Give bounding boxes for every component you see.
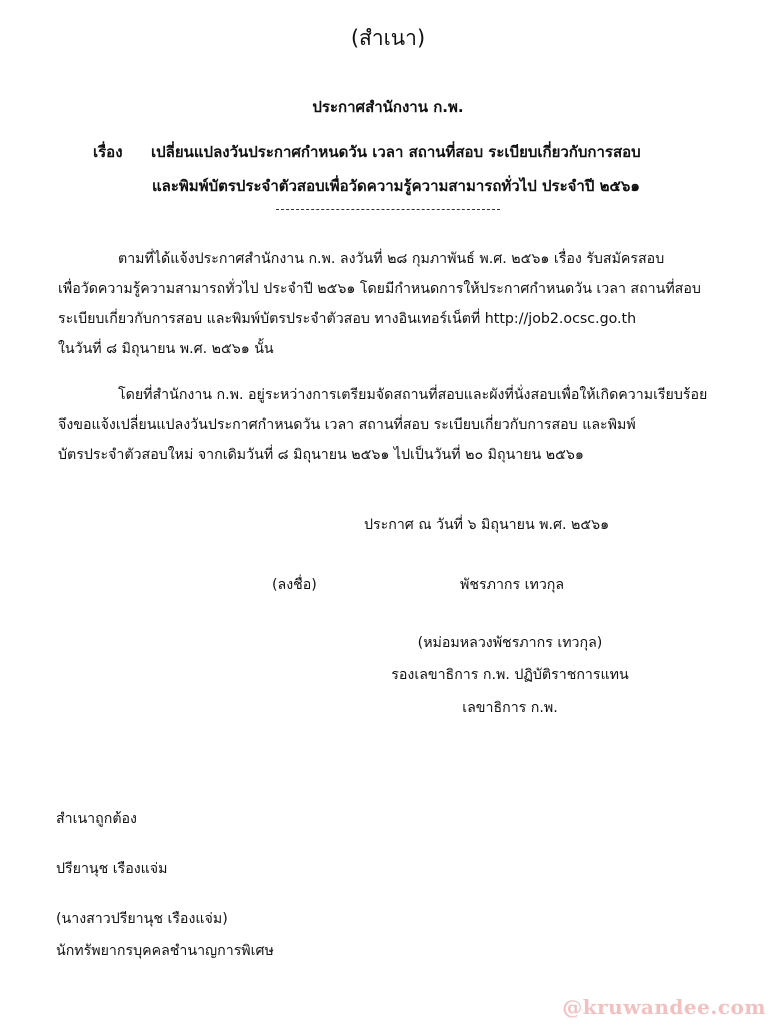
watermark: @kruwandee.com (562, 995, 766, 1019)
subject-line-2: และพิมพ์บัตรประจำตัวสอบเพื่อวัดความรู้ความสามารถทั่วไป ประจำปี ๒๕๖๑ (152, 177, 640, 195)
subject-text-1: เปลี่ยนแปลงวันประกาศกำหนดวัน เวลา สถานที่สอบ ระเบียบเกี่ยวกับการสอบ (151, 143, 641, 161)
certifier-signature: ปรียานุช เรืองแจ่ม (56, 861, 168, 877)
signer-position-2: เลขาธิการ ก.พ. (462, 700, 558, 716)
signer-signature: พัชรภากร เทวกุล (460, 577, 565, 593)
subject-line-1 (93, 140, 641, 164)
paragraph-line: ระเบียบเกี่ยวกับการสอบ และพิมพ์บัตรประจำตัวสอบ ทางอินเทอร์เน็ตที่ http://job2.ocsc.go.th (58, 311, 637, 327)
signer-name: (หม่อมหลวงพัชรภากร เทวกุล) (417, 635, 603, 651)
paragraph-line: เพื่อวัดความรู้ความสามารถทั่วไป ประจำปี ๒๕๖๑ โดยมีกำหนดการให้ประกาศกำหนดวัน เวลา สถานที่สอบ (58, 281, 701, 297)
paragraph-line: ตามที่ได้แจ้งประกาศสำนักงาน ก.พ. ลงวันที่ ๒๘ กุมภาพันธ์ พ.ศ. ๒๕๖๑ เรื่อง รับสมัครสอบ (118, 251, 665, 267)
announcement-date: ประกาศ ณ วันที่ ๖ มิถุนายน พ.ศ. ๒๕๖๑ (364, 517, 610, 533)
copy-mark: (สำเนา) (350, 26, 426, 50)
paragraph-line: โดยที่สำนักงาน ก.พ. อยู่ระหว่างการเตรียมจัดสถานที่สอบและผังที่นั่งสอบเพื่อให้เกิดความเรียบร้อย (118, 387, 708, 403)
subject-label: เรื่อง (93, 143, 123, 161)
certifier-position: นักทรัพยากรบุคคลชำนาญการพิเศษ (56, 943, 274, 959)
body-paragraph-2 (58, 380, 746, 470)
paragraph-line: ในวันที่ ๘ มิถุนายน พ.ศ. ๒๕๖๑ นั้น (58, 341, 274, 357)
paragraph-line: จึงขอแจ้งเปลี่ยนแปลงวันประกาศกำหนดวัน เวลา สถานที่สอบ ระเบียบเกี่ยวกับการสอบ และพิมพ์ (58, 417, 636, 433)
divider (276, 209, 500, 210)
certifier-name: (นางสาวปรียานุช เรืองแจ่ม) (56, 911, 228, 927)
paragraph-line: บัตรประจำตัวสอบใหม่ จากเดิมวันที่ ๘ มิถุนายน ๒๕๖๑ ไปเป็นวันที่ ๒๐ มิถุนายน ๒๕๖๑ (58, 447, 584, 463)
body-paragraph-1 (58, 244, 746, 364)
certified-copy-label: สำเนาถูกต้อง (56, 811, 137, 827)
signer-position-1: รองเลขาธิการ ก.พ. ปฏิบัติราชการแทน (391, 667, 629, 683)
signed-label: (ลงชื่อ) (272, 577, 317, 593)
announcement-title: ประกาศสำนักงาน ก.พ. (312, 98, 464, 116)
